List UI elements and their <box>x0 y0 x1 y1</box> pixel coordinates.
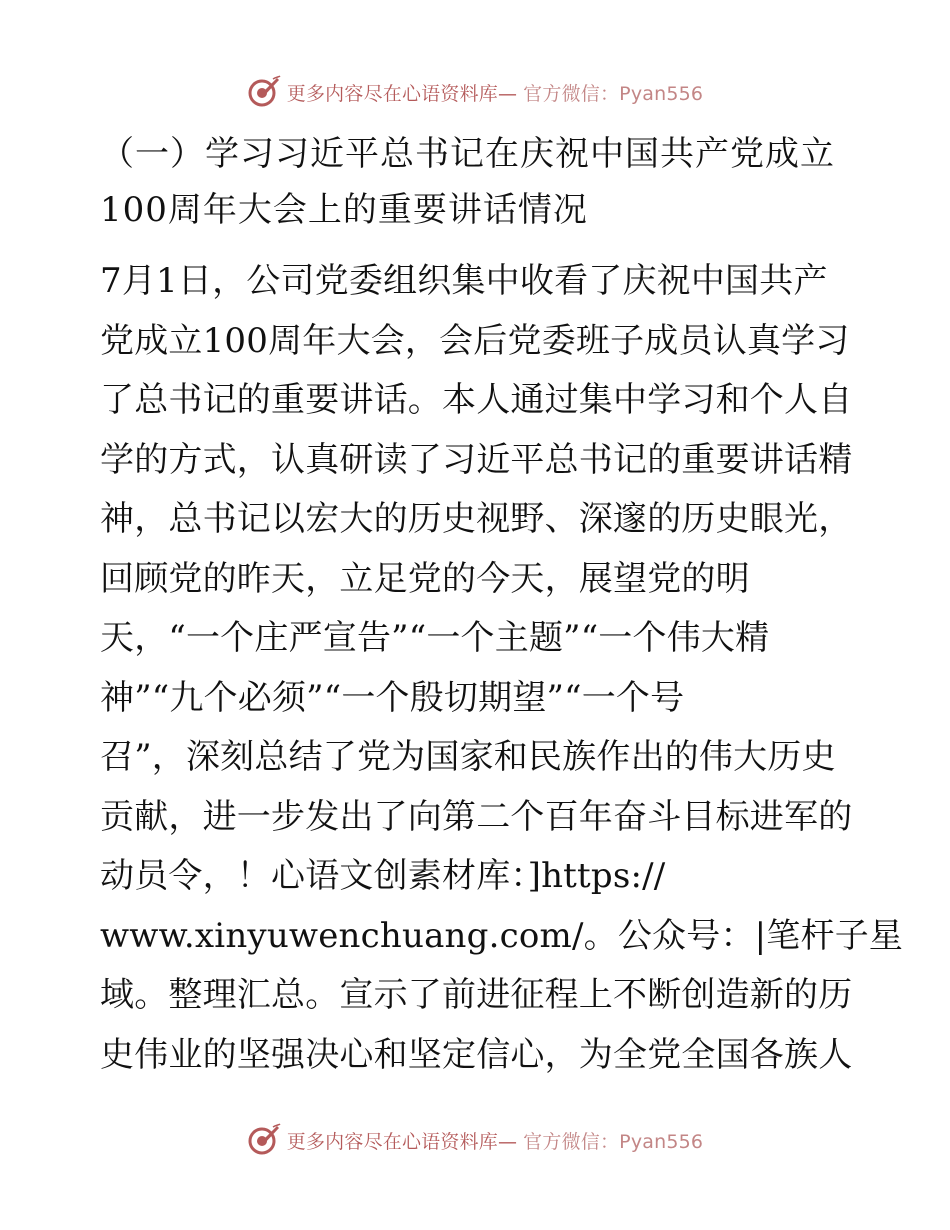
paragraph-line: 神”“九个必须”“一个殷切期望”“一个号 <box>100 677 685 718</box>
header-watermark <box>0 72 950 112</box>
body-paragraph <box>100 252 904 1085</box>
watermark-ad-text: 更多内容尽在心语资料库— <box>286 82 518 105</box>
watermark-ad-text: 更多内容尽在心语资料库— <box>286 1130 518 1153</box>
paragraph-line: 天，“一个庄严宣告”“一个主题”“一个伟大精 <box>100 618 770 658</box>
paragraph-line: 贡献，进一步发出了向第二个百年奋斗目标进军的 <box>100 796 853 837</box>
paragraph-line: 域。整理汇总。宣示了前进征程上不断创造新的历 <box>100 975 853 1015</box>
heading-line: 100周年大会上的重要讲话情况 <box>100 190 588 230</box>
paragraph-line: 神，总书记以宏大的历史视野、深邃的历史眼光， <box>100 499 853 539</box>
watermark-contact-text: 官方微信：Pyan556 <box>523 82 704 105</box>
paragraph-line: 学的方式，认真研读了习近平总书记的重要讲话精 <box>100 439 853 480</box>
paragraph-line: 动员令，！心语文创素材库：]https:// <box>100 856 666 896</box>
paragraph-line: 了总书记的重要讲话。本人通过集中学习和个人自 <box>100 380 853 420</box>
watermark-contact-text: 官方微信：Pyan556 <box>523 1130 704 1153</box>
paragraph-line: 7月1日，公司党委组织集中收看了庆祝中国共产 <box>100 261 828 301</box>
paragraph-line: 史伟业的坚强决心和坚定信心，为全党全国各族人 <box>100 1034 853 1075</box>
paragraph-line: 回顾党的昨天，立足党的今天，展望党的明 <box>100 558 750 599</box>
heading-line: （一）学习习近平总书记在庆祝中国共产党成立 <box>100 134 835 174</box>
section-heading <box>100 126 860 238</box>
paragraph-line: 党成立100周年大会，会后党委班子成员认真学习 <box>100 320 850 361</box>
footer-watermark <box>0 1120 950 1160</box>
paragraph-line: 召”，深刻总结了党为国家和民族作出的伟大历史 <box>100 737 836 777</box>
quill-pen-logo-icon <box>247 1123 281 1157</box>
paragraph-line: www.xinyuwenchuang.com/。公众号：|笔杆子星 <box>100 915 904 956</box>
quill-pen-logo-icon <box>247 75 281 109</box>
